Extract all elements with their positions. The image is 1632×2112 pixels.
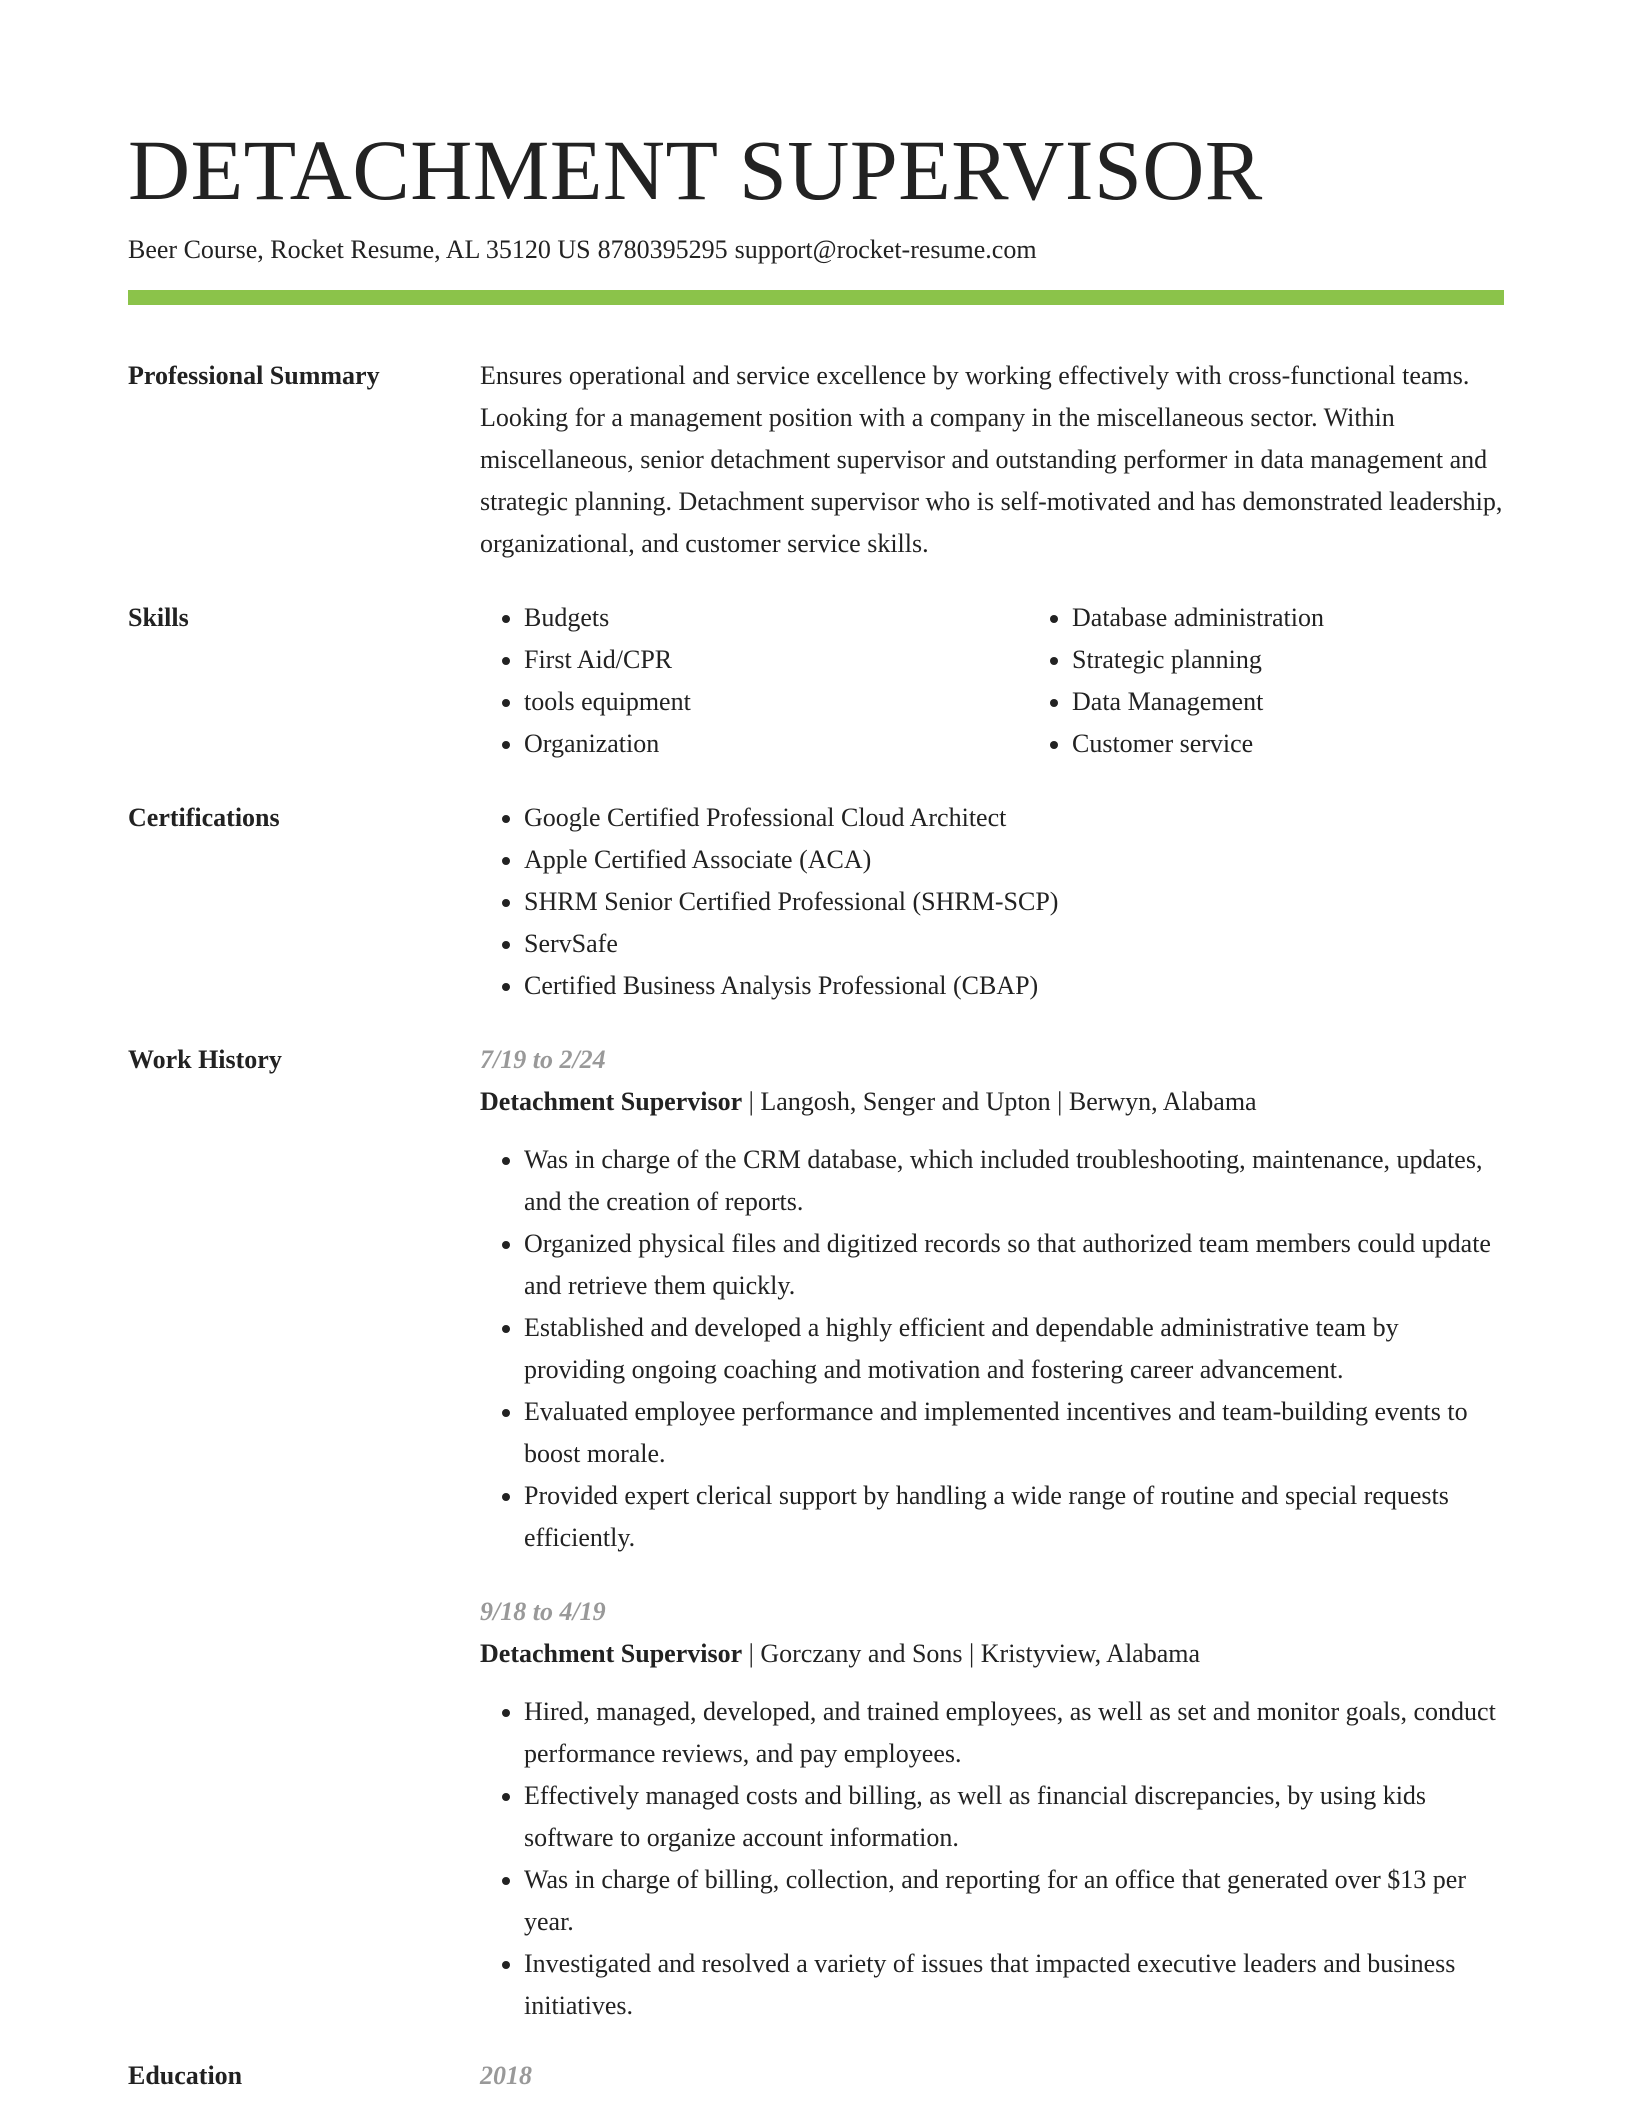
job-company: Gorczany and Sons: [760, 1639, 963, 1668]
list-item: • Organization: [524, 723, 1028, 765]
skills-list: [480, 597, 1576, 765]
work-history-section: [128, 1039, 1504, 2027]
list-item: • SHRM Senior Certified Professional (SHRM-SCP): [524, 881, 1504, 923]
certifications-section: [128, 797, 1504, 1007]
resume-name: DETACHMENT SUPERVISOR: [128, 122, 1263, 218]
work-history-body: [480, 1039, 1504, 2027]
skills-section: [128, 597, 1504, 765]
list-item: • Was in charge of the CRM database, which included troubleshooting, maintenance, updates, and the creation of reports.: [524, 1139, 1504, 1223]
list-item: • Customer service: [1072, 723, 1576, 765]
list-item: • First Aid/CPR: [524, 639, 1028, 681]
job-bullets: [480, 1139, 1504, 1559]
certifications-body: [480, 797, 1504, 1007]
summary-section: [128, 355, 1504, 565]
job-location: Berwyn, Alabama: [1068, 1087, 1257, 1116]
list-item: • Hired, managed, developed, and trained employees, as well as set and monitor goals, conduct performance reviews, and pay employees.: [524, 1691, 1504, 1775]
list-item: • Provided expert clerical support by handling a wide range of routine and special requests efficiently.: [524, 1475, 1504, 1559]
list-item: • Certified Business Analysis Professional (CBAP): [524, 965, 1504, 1007]
contact-email: support@rocket-resume.com: [734, 235, 1037, 264]
job-heading: Detachment Supervisor | Langosh, Senger and Upton | Berwyn, Alabama: [480, 1087, 1257, 1116]
section-label: Certifications: [128, 803, 280, 832]
skills-column-right: [1028, 597, 1576, 765]
job-title: Detachment Supervisor: [480, 1639, 743, 1668]
section-label: Education: [128, 2061, 243, 2090]
list-item: • Organized physical files and digitized records so that authorized team members could update and retrieve them quickly.: [524, 1223, 1504, 1307]
list-item: • Evaluated employee performance and implemented incentives and team-building events to boost morale.: [524, 1391, 1504, 1475]
list-item: • Established and developed a highly efficient and dependable administrative team by providing ongoing coaching and motivation and fostering career advancement.: [524, 1307, 1504, 1391]
header-divider: [128, 290, 1504, 305]
list-item: • Was in charge of billing, collection, and reporting for an office that generated over $13 per year.: [524, 1859, 1504, 1943]
job-entry: [480, 1039, 1504, 1559]
skills-column-left: [480, 597, 1028, 765]
list-item: • ServSafe: [524, 923, 1504, 965]
list-item: • Database administration: [1072, 597, 1576, 639]
certifications-list: [480, 797, 1504, 1007]
job-title: Detachment Supervisor: [480, 1087, 743, 1116]
list-item: • Effectively managed costs and billing, as well as financial discrepancies, by using kids software to organize account information.: [524, 1775, 1504, 1859]
job-company: Langosh, Senger and Upton: [760, 1087, 1051, 1116]
resume-page: [128, 0, 1504, 2097]
education-section: [128, 2055, 1504, 2097]
contact-line: [128, 232, 1504, 268]
list-item: • Investigated and resolved a variety of issues that impacted executive leaders and business initiatives.: [524, 1943, 1504, 2027]
list-item: • tools equipment: [524, 681, 1028, 723]
list-item: • Budgets: [524, 597, 1028, 639]
section-label: Work History: [128, 1045, 282, 1074]
list-item: • Strategic planning: [1072, 639, 1576, 681]
list-item: • Apple Certified Associate (ACA): [524, 839, 1504, 881]
summary-text: Ensures operational and service excellence by working effectively with cross-functional teams. Looking for a management position with a company in the miscellaneous sector. Within miscellaneous, senior detachment supervisor and outstanding performer in data management and strategic planning. Detachment supervisor who is self-motivated and has demonstrated leadership, organizational, and customer service skills.: [480, 361, 1503, 558]
job-dates: 9/18 to 4/19: [480, 1597, 606, 1626]
job-entry: [480, 1591, 1504, 2027]
education-year: 2018: [480, 2061, 532, 2090]
section-label: Skills: [128, 603, 189, 632]
list-item: • Google Certified Professional Cloud Architect: [524, 797, 1504, 839]
section-label: Professional Summary: [128, 361, 380, 390]
list-item: • Data Management: [1072, 681, 1576, 723]
job-heading: Detachment Supervisor | Gorczany and Sons | Kristyview, Alabama: [480, 1639, 1201, 1668]
contact-address: Beer Course, Rocket Resume, AL 35120 US: [128, 235, 591, 264]
job-dates: 7/19 to 2/24: [480, 1045, 606, 1074]
contact-phone: 8780395295: [597, 235, 728, 264]
education-body: [480, 2055, 1504, 2097]
job-bullets: [480, 1691, 1504, 2027]
job-location: Kristyview, Alabama: [980, 1639, 1201, 1668]
